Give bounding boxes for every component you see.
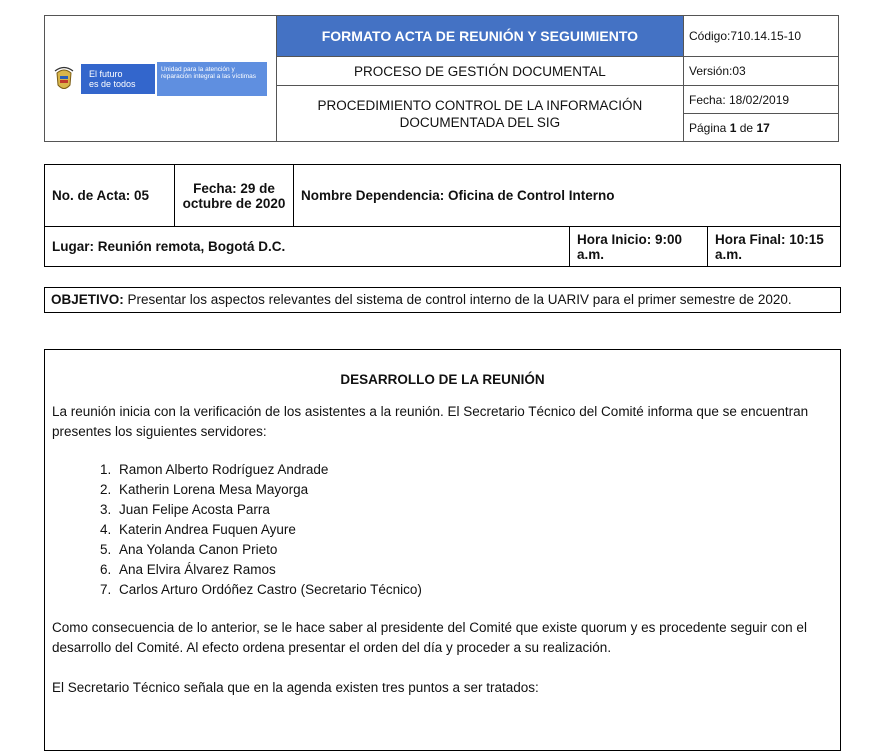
form-code: Código:710.14.15-10 (683, 16, 838, 57)
document-header (44, 15, 839, 142)
acta-date: Fecha: 29 de octubre de 2020 (175, 165, 294, 227)
attendee-list (52, 460, 833, 600)
list-item: 7. Carlos Arturo Ordóñez Castro (Secretario Técnico) (115, 580, 833, 600)
list-item: 4. Katerin Andrea Fuquen Ayure (115, 520, 833, 540)
acta-dependency: Nombre Dependencia: Oficina de Control Interno (294, 165, 841, 227)
logo (51, 62, 276, 96)
list-item: 5. Ana Yolanda Canon Prieto (115, 540, 833, 560)
logo-slogan: El futuro es de todos (81, 64, 155, 94)
page-indicator: Página 1 de 17 (683, 114, 838, 142)
development-title: DESARROLLO DE LA REUNIÓN (340, 372, 545, 387)
coat-of-arms-icon (51, 62, 77, 96)
development-intro: La reunión inicia con la verificación de los asistentes a la reunión. El Secretario Técnico del Comité informa que se encuentran presentes los siguientes servidores: (52, 404, 809, 439)
acta-number: No. de Acta: 05 (45, 165, 175, 227)
acta-info-table (44, 164, 841, 267)
process-name: PROCESO DE GESTIÓN DOCUMENTAL (276, 57, 683, 86)
logo-entity: Unidad para la atención y reparación integral a las víctimas (157, 62, 267, 96)
form-title: FORMATO ACTA DE REUNIÓN Y SEGUIMIENTO (276, 16, 683, 57)
logo-cell (45, 16, 277, 142)
list-item: 1. Ramon Alberto Rodríguez Andrade (115, 460, 833, 480)
list-item: 2. Katherin Lorena Mesa Mayorga (115, 480, 833, 500)
objective-box (44, 287, 841, 313)
procedure-name: PROCEDIMIENTO CONTROL DE LA INFORMACIÓN DOCUMENTADA DEL SIG (276, 86, 683, 142)
acta-end-time: Hora Final: 10:15 a.m. (708, 227, 841, 267)
quorum-paragraph: Como consecuencia de lo anterior, se le hace saber al presidente del Comité que existe quorum y es procedente seguir con el desarrollo del Comité. Al efecto ordena presentar el orden del día y proceder a su realización. (52, 620, 807, 655)
objective-text: Presentar los aspectos relevantes del sistema de control interno de la UARIV para el primer semestre de 2020. (123, 292, 792, 307)
form-version: Versión:03 (683, 57, 838, 86)
development-box (44, 349, 841, 751)
list-item: 3. Juan Felipe Acosta Parra (115, 500, 833, 520)
list-item: 6. Ana Elvira Álvarez Ramos (115, 560, 833, 580)
objective-label: OBJETIVO: (51, 292, 124, 307)
form-date: Fecha: 18/02/2019 (683, 86, 838, 114)
agenda-paragraph: El Secretario Técnico señala que en la agenda existen tres puntos a ser tratados: (52, 680, 539, 695)
acta-start-time: Hora Inicio: 9:00 a.m. (570, 227, 708, 267)
acta-place: Lugar: Reunión remota, Bogotá D.C. (45, 227, 570, 267)
